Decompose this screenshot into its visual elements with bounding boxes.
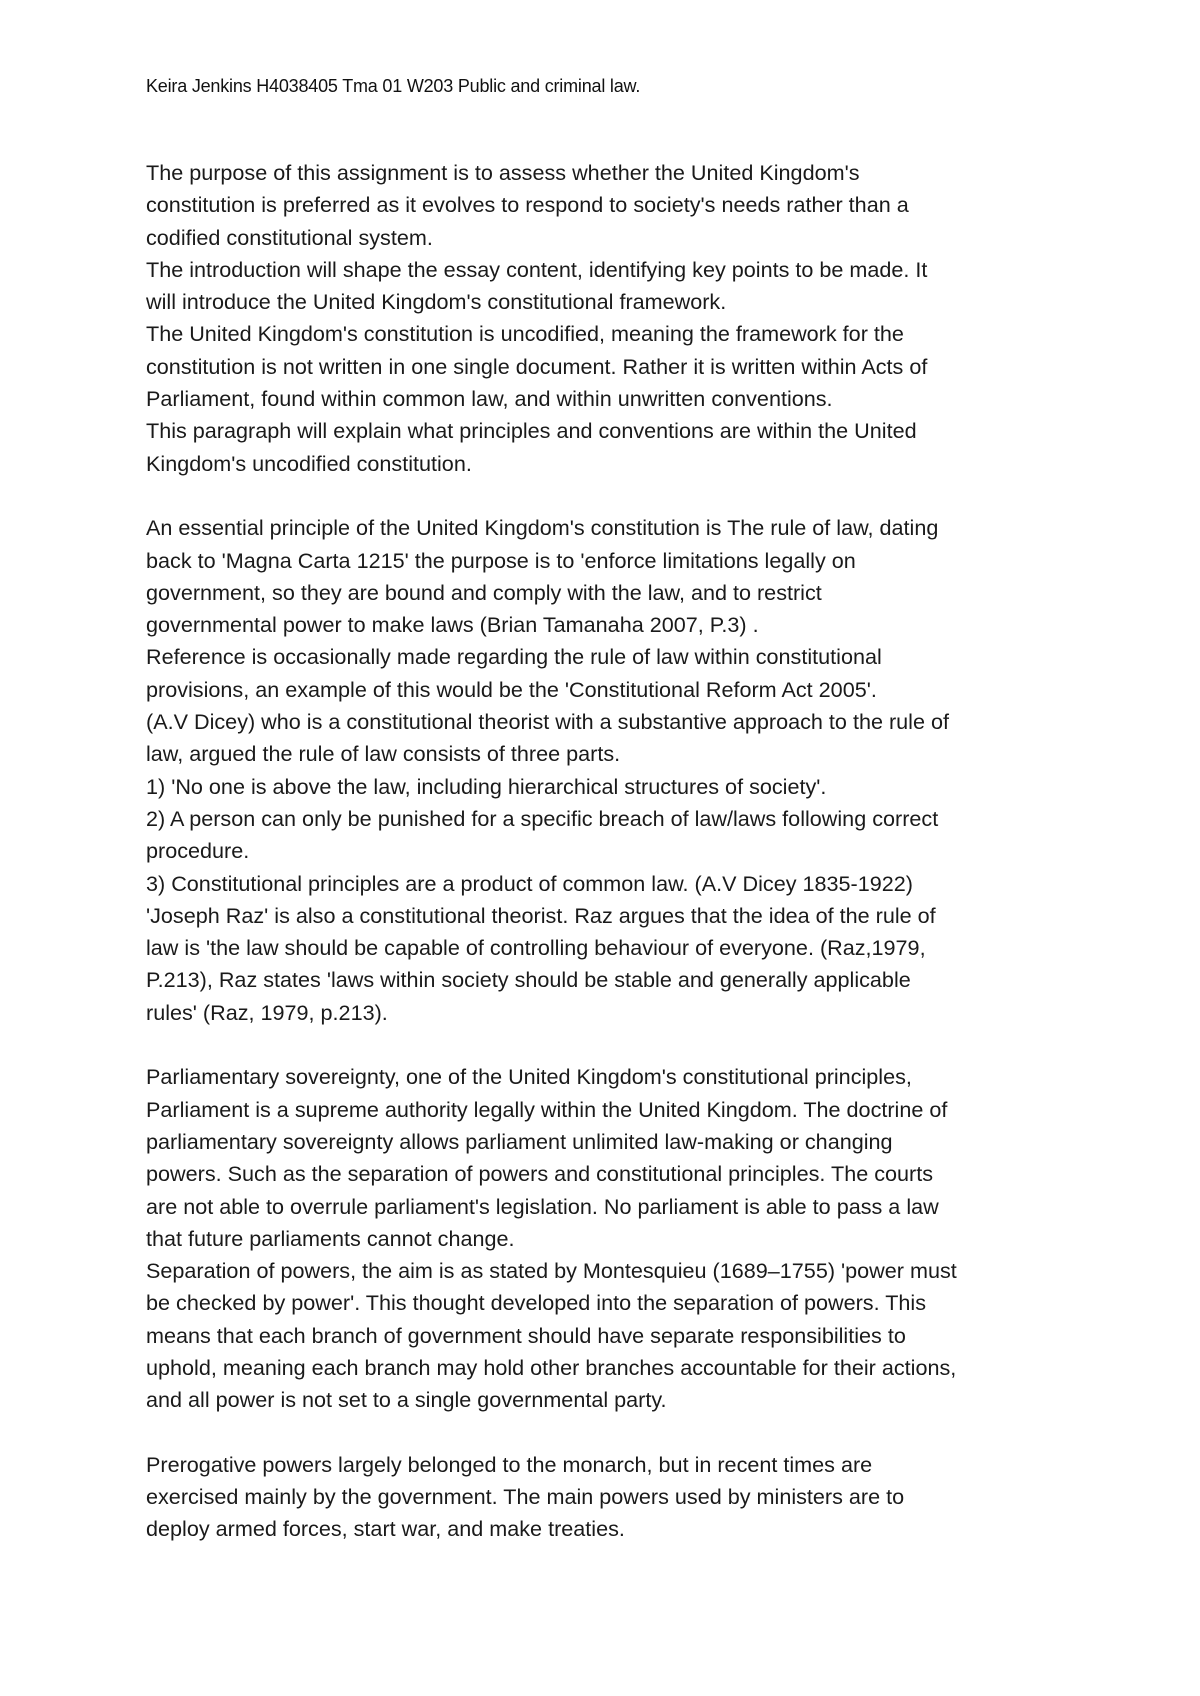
body-line: Separation of powers, the aim is as stated by Montesquieu (1689–1755) 'power must xyxy=(146,1258,957,1284)
body-line: are not able to overrule parliament's legislation. No parliament is able to pass a law xyxy=(146,1193,939,1219)
body-line: Parliamentary sovereignty, one of the United Kingdom's constitutional principles, xyxy=(146,1064,912,1090)
body-line: back to 'Magna Carta 1215' the purpose is to 'enforce limitations legally on xyxy=(146,547,856,573)
body-line: 3) Constitutional principles are a product of common law. (A.V Dicey 1835-1922) xyxy=(146,870,913,896)
body-line: parliamentary sovereignty allows parliament unlimited law-making or changing xyxy=(146,1128,893,1154)
body-line: Reference is occasionally made regarding the rule of law within constitutional xyxy=(146,644,882,670)
body-line: deploy armed forces, start war, and make treaties. xyxy=(146,1516,625,1542)
body-line: be checked by power'. This thought developed into the separation of powers. This xyxy=(146,1290,926,1316)
document-body xyxy=(146,157,1076,1546)
blank-line xyxy=(146,480,1076,512)
blank-line xyxy=(146,1417,1076,1449)
body-line: constitution is preferred as it evolves to respond to society's needs rather than a xyxy=(146,192,909,218)
body-line: The purpose of this assignment is to assess whether the United Kingdom's xyxy=(146,160,860,185)
body-line: powers. Such as the separation of powers and constitutional principles. The courts xyxy=(146,1161,934,1187)
body-line: governmental power to make laws (Brian Tamanaha 2007, P.3) . xyxy=(146,612,759,638)
body-line: 2) A person can only be punished for a specific breach of law/laws following correct xyxy=(146,805,939,831)
body-line: The introduction will shape the essay content, identifying key points to be made. It xyxy=(146,256,928,282)
body-line: provisions, an example of this would be the 'Constitutional Reform Act 2005'. xyxy=(146,676,877,702)
body-line: This paragraph will explain what principles and conventions are within the United xyxy=(146,418,917,444)
body-line: exercised mainly by the government. The main powers used by ministers are to xyxy=(146,1484,905,1510)
body-line: procedure. xyxy=(146,838,250,864)
body-line: will introduce the United Kingdom's constitutional framework. xyxy=(146,289,727,315)
body-line: codified constitutional system. xyxy=(146,224,433,250)
body-line: 'Joseph Raz' is also a constitutional theorist. Raz argues that the idea of the rule of xyxy=(146,902,936,928)
body-line: Parliament, found within common law, and within unwritten conventions. xyxy=(146,386,833,412)
body-line: rules' (Raz, 1979, p.213). xyxy=(146,999,388,1025)
document-header: Keira Jenkins H4038405 Tma 01 W203 Public and criminal law. xyxy=(146,76,641,96)
body-line: An essential principle of the United Kingdom's constitution is The rule of law, dating xyxy=(146,515,939,541)
body-line: (A.V Dicey) who is a constitutional theorist with a substantive approach to the rule of xyxy=(146,709,949,735)
body-line: means that each branch of government should have separate responsibilities to xyxy=(146,1322,906,1348)
body-line: P.213), Raz states 'laws within society should be stable and generally applicable xyxy=(146,967,911,993)
body-line: that future parliaments cannot change. xyxy=(146,1225,515,1251)
blank-line xyxy=(146,1029,1076,1061)
body-line: law, argued the rule of law consists of three parts. xyxy=(146,741,621,767)
body-line: The United Kingdom's constitution is uncodified, meaning the framework for the xyxy=(146,321,904,347)
body-line: Parliament is a supreme authority legally within the United Kingdom. The doctrine of xyxy=(146,1096,948,1122)
body-line: and all power is not set to a single governmental party. xyxy=(146,1387,667,1413)
body-line: uphold, meaning each branch may hold other branches accountable for their actions, xyxy=(146,1354,957,1380)
body-line: law is 'the law should be capable of controlling behaviour of everyone. (Raz,1979, xyxy=(146,935,926,961)
body-line: Kingdom's uncodified constitution. xyxy=(146,450,472,476)
body-line: Prerogative powers largely belonged to the monarch, but in recent times are xyxy=(146,1451,873,1477)
body-line: 1) 'No one is above the law, including hierarchical structures of society'. xyxy=(146,773,827,799)
body-line: government, so they are bound and comply with the law, and to restrict xyxy=(146,579,822,605)
body-line: constitution is not written in one single document. Rather it is written within Acts of xyxy=(146,353,928,379)
